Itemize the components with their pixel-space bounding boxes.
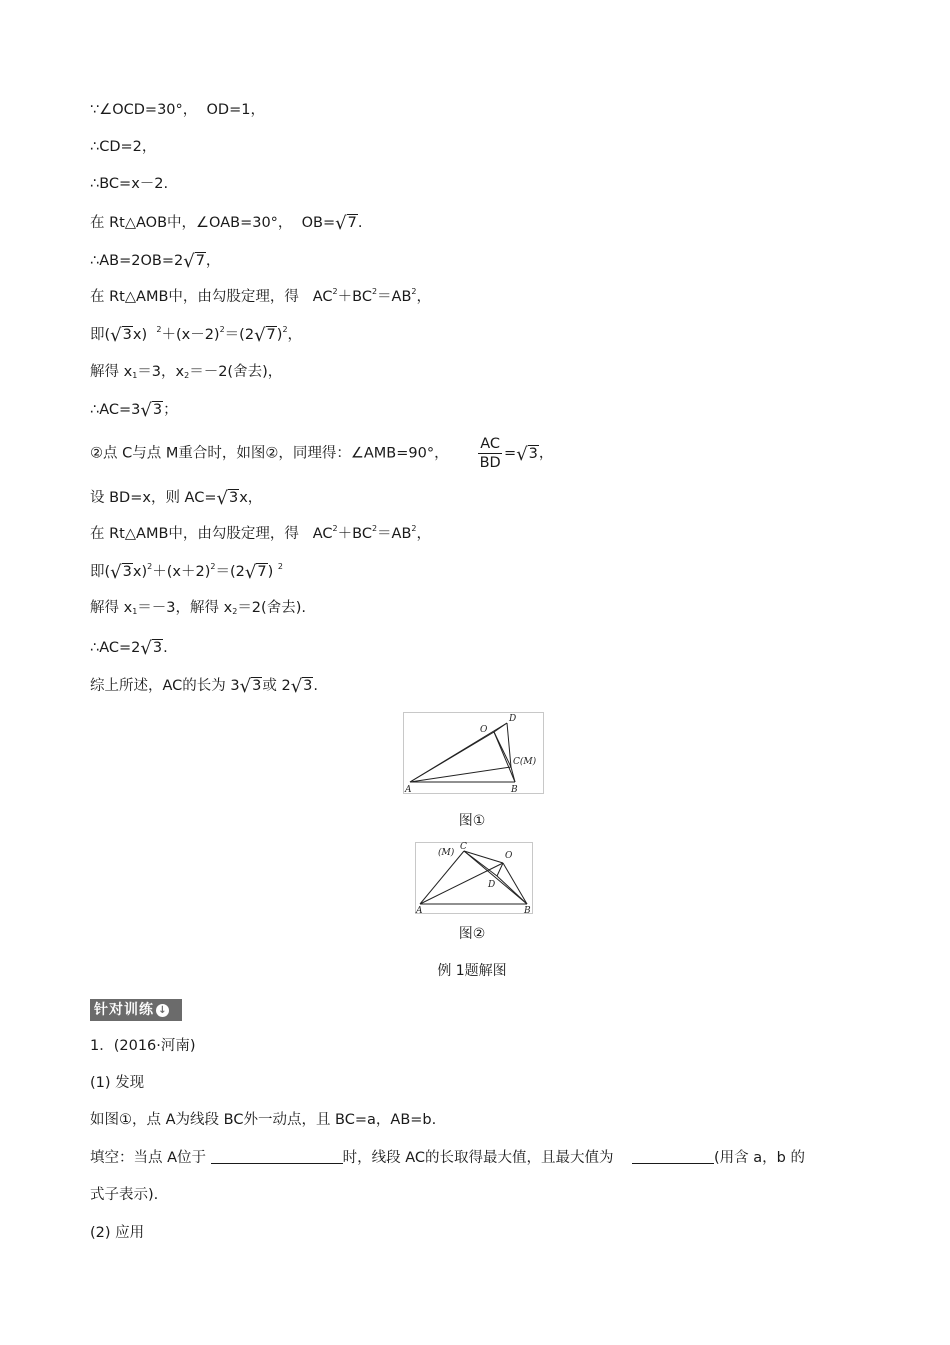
solution-line-11: 设 BD=x，则 AC=√3x，	[90, 488, 263, 509]
sqrt-7: √7	[254, 325, 276, 346]
sqrt-3: √3	[110, 325, 132, 346]
segment-ad	[410, 723, 507, 782]
problem-part-2: (2) 应用	[90, 1225, 145, 1241]
sqrt-3: √3	[239, 676, 262, 697]
sqrt-3: √3	[140, 400, 163, 421]
problem-fill-line: 填空：当点 A位于 时，线段 AC的长取得最大值，且最大值为 (用含 a，b 的	[90, 1150, 805, 1166]
arrow-down-icon: ↓	[156, 1004, 169, 1017]
figure-1-caption: 图①	[458, 813, 486, 829]
solution-line-10: ②点 C与点 M重合时，如图②，同理得：∠AMB=90°， $\frac{AC}{BD}$ =√3，	[90, 436, 554, 471]
figure-2-diagram	[415, 842, 533, 914]
answer-blank-1[interactable]	[211, 1149, 343, 1164]
segment-ob	[503, 863, 527, 904]
solution-line-14: 解得 $x_1=-3$，解得 $x_2=2$(舍去).	[90, 600, 306, 616]
problem-header: 1．(2016·河南)	[90, 1038, 196, 1054]
sqrt-7: √7	[335, 213, 357, 234]
solution-line-16: 综上所述，AC的长为 3√3或 2√3.	[90, 676, 319, 697]
figure-1-diagram	[403, 712, 544, 794]
solution-line-2: ∴CD=2，	[90, 139, 157, 155]
segment-cd	[464, 851, 497, 876]
figure-1-frame	[404, 713, 544, 794]
segment-od	[494, 723, 507, 732]
label-o: O	[505, 851, 513, 861]
label-o: O	[480, 725, 488, 735]
solution-line-9: ∴AC=3√3；	[90, 400, 178, 421]
sqrt-7: √7	[183, 251, 205, 272]
problem-fill-line-cont: 式子表示).	[90, 1187, 159, 1203]
solution-line-13: 即$(√3x)^2+(x+2)^2=(2√7)$ $^2$	[90, 562, 283, 583]
label-b: B	[524, 906, 531, 914]
sqrt-3: √3	[110, 562, 132, 583]
solution-line-5: ∴AB=2OB=2√7，	[90, 251, 221, 272]
label-c: C	[460, 842, 467, 852]
segment-db	[497, 876, 527, 904]
label-b: B	[511, 785, 518, 794]
solution-line-12: 在 Rt△AMB中，由勾股定理，得 $AC^2+BC^2=AB^2$，	[90, 524, 432, 542]
section-badge: 针对训练 ↓	[90, 999, 182, 1021]
solution-line-7: 即(√3x) $^2+(x-2)^2=(2√7)^2$，	[90, 325, 303, 346]
segment-ac	[410, 767, 511, 782]
problem-part-1: (1) 发现	[90, 1075, 145, 1091]
figure-2	[415, 842, 533, 914]
sqrt-3: √3	[216, 488, 239, 509]
solution-line-3: ∴BC=x－2.	[90, 176, 169, 192]
solution-line-8: 解得 $x_1=3$，$x_2=-2$(舍去)，	[90, 364, 283, 380]
figure-1	[403, 712, 544, 794]
label-c-m: C(M)	[513, 757, 537, 767]
figure-2-frame	[416, 843, 533, 914]
segment-ob	[494, 732, 515, 782]
sqrt-3: √3	[140, 638, 163, 659]
sqrt-3: √3	[516, 443, 538, 465]
solution-line-1: ∵∠OCD=30°， OD=1，	[90, 102, 265, 118]
segment-co	[464, 851, 503, 863]
solution-line-15: ∴AC=2√3.	[90, 638, 168, 659]
solution-line-4: 在 Rt△AOB中，∠OAB=30°， OB=√7.	[90, 213, 363, 234]
sqrt-7: √7	[244, 562, 267, 583]
answer-blank-2[interactable]	[632, 1149, 714, 1164]
label-m: (M)	[438, 848, 455, 858]
label-d: D	[488, 880, 496, 890]
label-a: A	[405, 785, 412, 794]
segment-ac	[420, 851, 464, 904]
solution-line-6: 在 Rt△AMB中，由勾股定理，得 $AC^2+BC^2=AB^2$，	[90, 287, 432, 305]
problem-statement: 如图①，点 A为线段 BC外一动点，且 BC=a，AB=b.	[90, 1112, 437, 1128]
figures-caption: 例 1题解图	[437, 963, 507, 979]
label-d: D	[509, 714, 517, 724]
label-a: A	[416, 906, 423, 914]
figure-2-caption: 图②	[458, 926, 486, 942]
sqrt-3: √3	[290, 676, 313, 697]
fraction-ac-bd: $\frac{AC}{BD}$	[479, 436, 501, 471]
